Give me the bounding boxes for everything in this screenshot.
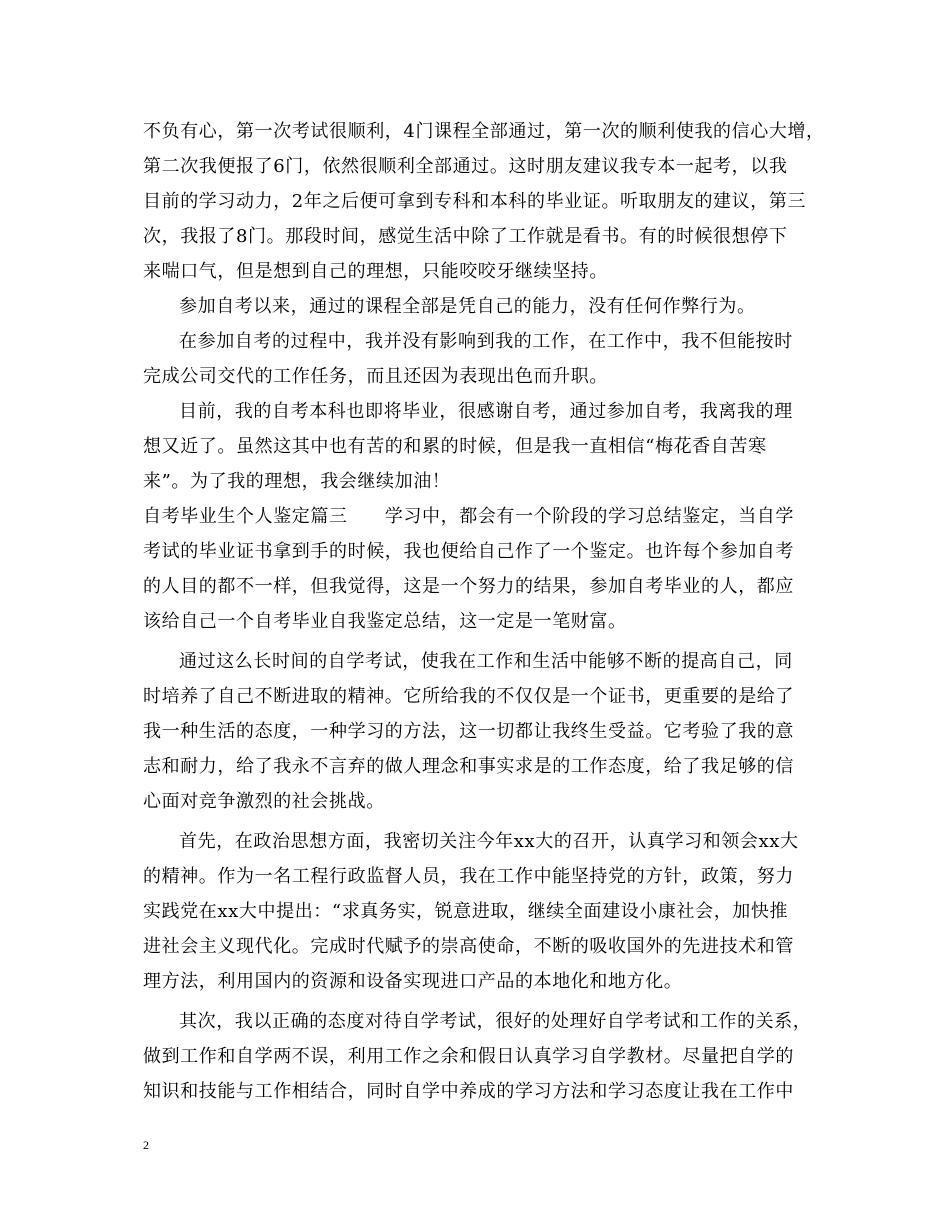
text-line: 首先，在政治思想方面，我密切关注今年xx大的召开，认真学习和领会xx大: [179, 831, 799, 852]
text-line: 心面对竞争激烈的社会挑战。: [143, 791, 385, 812]
text-line: 理方法，利用国内的资源和设备实现进口产品的本地化和地方化。: [143, 971, 683, 992]
text-line: 完成公司交代的工作任务，而且还因为表现出色而升职。: [143, 366, 608, 387]
text-line: 参加自考以来，通过的课程全部是凭自己的能力，没有任何作弊行为。: [179, 296, 756, 317]
text-line: 志和耐力，给了我永不言弃的做人理念和事实求是的工作态度，给了我足够的信: [143, 756, 794, 777]
text-line: 来喘口气，但是想到自己的理想，只能咬咬牙继续坚持。: [143, 261, 608, 282]
text-line: 考试的毕业证书拿到手的时候，我也便给自己作了一个鉴定。也许每个参加自考: [143, 541, 794, 562]
text-line: 其次，我以正确的态度对待自学考试，很好的处理好自学考试和工作的关系，: [179, 1011, 812, 1032]
text-line: 通过这么长时间的自学考试，使我在工作和生活中能够不断的提高自己，同: [179, 651, 793, 672]
text-line: 目前的学习动力，2年之后便可拿到专科和本科的毕业证。听取朋友的建议，第三: [143, 191, 807, 212]
section-heading-line: 自考毕业生个人鉴定篇三 学习中，都会有一个阶段的学习总结鉴定，当自学: [143, 506, 794, 527]
text-line: 知识和技能与工作相结合，同时自学中养成的学习方法和学习态度让我在工作中: [143, 1081, 794, 1102]
text-line: 我一种生活的态度，一种学习的方法，这一切都让我终生受益。它考验了我的意: [143, 721, 794, 742]
text-line: 想又近了。虽然这其中也有苦的和累的时候，但是我一直相信“梅花香自苦寒: [143, 436, 767, 457]
page-number: 2: [143, 1138, 149, 1152]
text-line: 实践党在xx大中提出：“求真务实，锐意进取，继续全面建设小康社会，加快推: [143, 901, 789, 922]
text-line: 在参加自考的过程中，我并没有影响到我的工作，在工作中，我不但能按时: [179, 331, 793, 352]
text-line: 的精神。作为一名工程行政监督人员，我在工作中能坚持党的方针，政策，努力: [143, 866, 794, 887]
text-line: 不负有心，第一次考试很顺利，4门课程全部通过，第一次的顺利使我的信心大增，: [143, 121, 825, 142]
text-line: 目前，我的自考本科也即将毕业，很感谢自考，通过参加自考，我离我的理: [179, 401, 793, 422]
text-line: 第二次我便报了6门，依然很顺利全部通过。这时朋友建议我专本一起考，以我: [143, 156, 788, 177]
text-line: 来”。为了我的理想，我会继续加油！: [143, 471, 451, 492]
text-line: 进社会主义现代化。完成时代赋予的崇高使命，不断的吸收国外的先进技术和管: [143, 936, 794, 957]
text-line: 的人目的都不一样，但我觉得，这是一个努力的结果，参加自考毕业的人，都应: [143, 576, 794, 597]
text-line: 该给自己一个自考毕业自我鉴定总结，这一定是一笔财富。: [143, 611, 627, 632]
text-line: 做到工作和自学两不误，利用工作之余和假日认真学习自学教材。尽量把自学的: [143, 1046, 794, 1067]
text-line: 时培养了自己不断进取的精神。它所给我的不仅仅是一个证书，更重要的是给了: [143, 686, 794, 707]
text-line: 次，我报了8门。那段时间，感觉生活中除了工作就是看书。有的时候很想停下: [143, 226, 788, 247]
